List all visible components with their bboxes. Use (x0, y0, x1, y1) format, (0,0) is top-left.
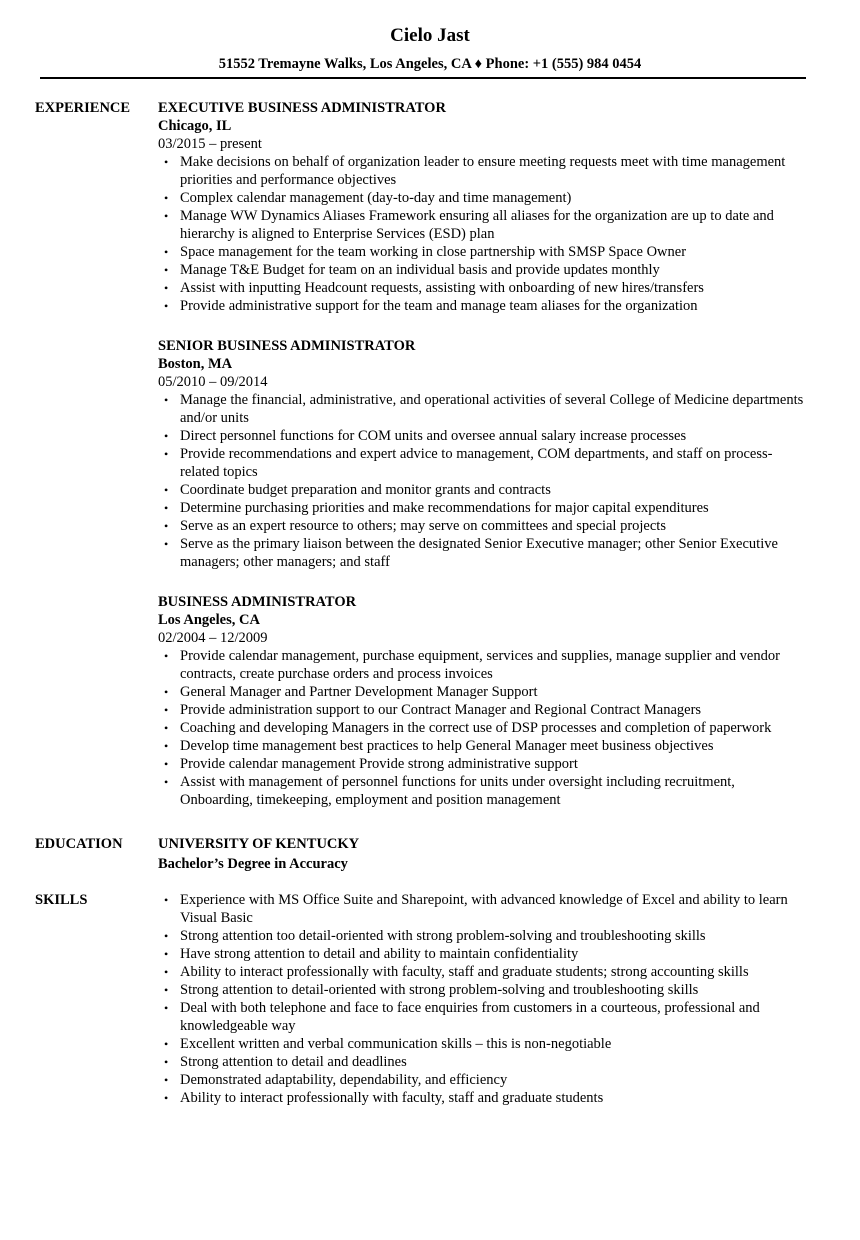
resume-header (0, 24, 860, 73)
bullet-item: • Coaching and developing Managers in the correct use of DSP processes and completion of paperwork (158, 719, 808, 737)
bullet-item: • Manage T&E Budget for team on an individual basis and provide updates monthly (158, 261, 808, 279)
bullet-item: • Assist with inputting Headcount requests, assisting with onboarding of new hires/transfers (158, 279, 808, 297)
bullet-item: • Manage WW Dynamics Aliases Framework ensuring all aliases for the organization are up to date and hierarchy is aligned to Enterprise Services (ESD) plan (158, 207, 808, 243)
bullet-item: • Develop time management best practices to help General Manager meet business objectives (158, 737, 808, 755)
job-bullets (158, 391, 808, 571)
section-label-education: EDUCATION (35, 836, 123, 852)
bullet-item: • Make decisions on behalf of organization leader to ensure meeting requests meet with time management priorities and performance objectives (158, 153, 808, 189)
skill-item: • Have strong attention to detail and ability to maintain confidentiality (158, 945, 808, 963)
job-dates: 02/2004 – 12/2009 (158, 630, 268, 646)
job-location: Boston, MA (158, 356, 233, 372)
job-title: SENIOR BUSINESS ADMINISTRATOR (158, 338, 416, 354)
section-label-experience: EXPERIENCE (35, 100, 131, 116)
school-name: UNIVERSITY OF KENTUCKY (158, 836, 360, 852)
job-entry (158, 337, 808, 571)
job-title: EXECUTIVE BUSINESS ADMINISTRATOR (158, 100, 446, 116)
bullet-item: • Assist with management of personnel functions for units under oversight including recruitment, Onboarding, timekeeping, employment and position management (158, 773, 808, 809)
bullet-item: • Direct personnel functions for COM units and oversee annual salary increase processes (158, 427, 808, 445)
skill-item: • Strong attention to detail-oriented with strong problem-solving and troubleshooting skills (158, 981, 808, 999)
job-location: Chicago, IL (158, 118, 232, 134)
skill-item: • Excellent written and verbal communication skills – this is non-negotiable (158, 1035, 808, 1053)
skill-item: • Demonstrated adaptability, dependability, and efficiency (158, 1071, 808, 1089)
skill-item: • Strong attention too detail-oriented with strong problem-solving and troubleshooting skills (158, 927, 808, 945)
education-body (158, 835, 808, 873)
job-dates: 05/2010 – 09/2014 (158, 374, 268, 390)
bullet-item: • Complex calendar management (day-to-day and time management) (158, 189, 808, 207)
bullet-item: • General Manager and Partner Development Manager Support (158, 683, 808, 701)
header-divider (40, 77, 806, 79)
bullet-item: • Provide recommendations and expert advice to management, COM departments, and staff on process-related topics (158, 445, 808, 481)
job-title: BUSINESS ADMINISTRATOR (158, 594, 357, 610)
degree: Bachelor’s Degree in Accuracy (158, 856, 348, 872)
skills-body (158, 891, 808, 1107)
skill-item: • Deal with both telephone and face to face enquiries from customers in a courteous, professional and knowledgeable way (158, 999, 808, 1035)
job-dates: 03/2015 – present (158, 136, 262, 152)
job-bullets (158, 647, 808, 809)
bullet-item: • Provide administrative support for the team and manage team aliases for the organization (158, 297, 808, 315)
section-label-skills: SKILLS (35, 892, 88, 908)
job-entry (158, 593, 808, 809)
skill-item: • Ability to interact professionally with faculty, staff and graduate students; strong accounting skills (158, 963, 808, 981)
bullet-item: • Space management for the team working in close partnership with SMSP Space Owner (158, 243, 808, 261)
bullet-item: • Provide administration support to our Contract Manager and Regional Contract Managers (158, 701, 808, 719)
bullet-item: • Manage the financial, administrative, and operational activities of several College of Medicine departments and/or units (158, 391, 808, 427)
candidate-name: Cielo Jast (390, 25, 470, 46)
skill-item: • Ability to interact professionally with faculty, staff and graduate students (158, 1089, 808, 1107)
bullet-item: • Provide calendar management Provide strong administrative support (158, 755, 808, 773)
job-bullets (158, 153, 808, 315)
skill-item: • Strong attention to detail and deadlines (158, 1053, 808, 1071)
job-entry (158, 99, 808, 315)
bullet-item: • Determine purchasing priorities and make recommendations for major capital expenditures (158, 499, 808, 517)
bullet-item: • Serve as an expert resource to others; may serve on committees and special projects (158, 517, 808, 535)
skill-item: • Experience with MS Office Suite and Sharepoint, with advanced knowledge of Excel and ability to learn Visual Basic (158, 891, 808, 927)
bullet-item: • Serve as the primary liaison between the designated Senior Executive manager; other Senior Executive managers; other managers; and staff (158, 535, 808, 571)
bullet-item: • Coordinate budget preparation and monitor grants and contracts (158, 481, 808, 499)
experience-body (158, 99, 808, 831)
skills-list (158, 891, 808, 1107)
job-location: Los Angeles, CA (158, 612, 260, 628)
bullet-item: • Provide calendar management, purchase equipment, services and supplies, manage supplier and vendor contracts, create purchase orders and process invoices (158, 647, 808, 683)
contact-line: 51552 Tremayne Walks, Los Angeles, CA ♦ Phone: +1 (555) 984 0454 (218, 56, 642, 72)
